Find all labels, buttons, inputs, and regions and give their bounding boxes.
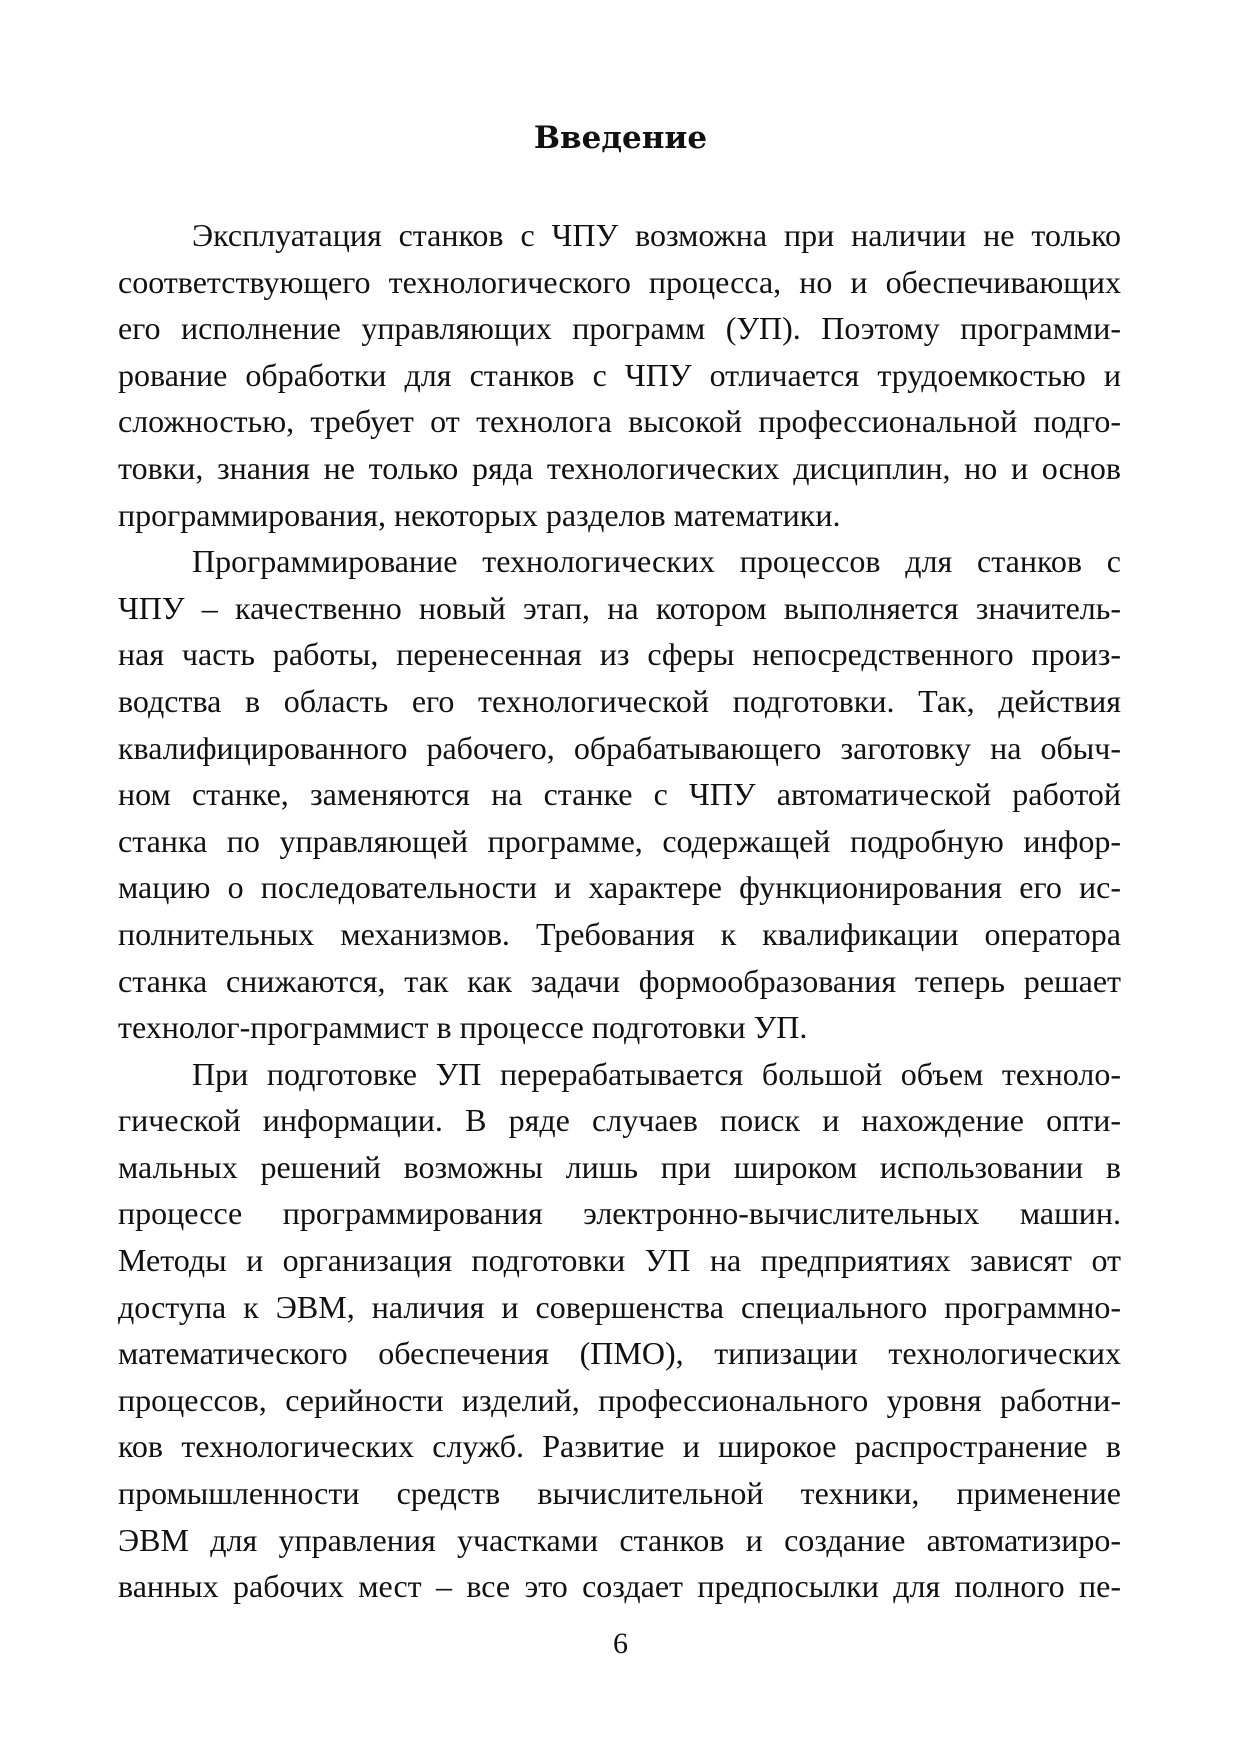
text-line: квалифицированного рабочего, обрабатывающего заготовку на обыч-	[118, 729, 1121, 766]
text-line: товки, знания не только ряда технологических дисциплин, но и основ	[118, 449, 1121, 486]
text-line: При подготовке УП перерабатывается большой объем техноло-	[192, 1055, 1121, 1092]
text-line: ная часть работы, перенесенная из сферы непосредственного произ-	[118, 636, 1121, 673]
text-line: станка по управляющей программе, содержащей подробную инфор-	[118, 822, 1121, 859]
text-line: технолог-программист в процессе подготовки УП.	[118, 1009, 808, 1046]
text-line: соответствующего технологического процесса, но и обеспечивающих	[118, 263, 1121, 300]
text-line: Эксплуатация станков с ЧПУ возможна при наличии не только	[192, 217, 1121, 253]
text-line: процессе программирования электронно-вычислительных машин.	[118, 1195, 1121, 1232]
text-line: ванных рабочих мест – все это создает предпосылки для полного пе-	[118, 1568, 1121, 1605]
page-title: Введение	[533, 120, 708, 156]
text-line: ков технологических служб. Развитие и широкое распространение в	[118, 1428, 1121, 1465]
paragraph-3	[118, 1051, 1121, 1610]
text-line: полнительных механизмов. Требования к квалификации оператора	[118, 915, 1121, 952]
text-line: станка снижаются, так как задачи формообразования теперь решает	[118, 962, 1121, 999]
text-line: математического обеспечения (ПМО), типизации технологических	[118, 1335, 1121, 1372]
text-line: процессов, серийности изделий, профессионального уровня работни-	[118, 1381, 1121, 1418]
text-line: промышленности средств вычислительной техники, применение	[118, 1475, 1121, 1512]
text-line: Методы и организация подготовки УП на предприятиях зависят от	[118, 1242, 1121, 1279]
paragraph-1	[118, 212, 1121, 538]
paragraph-2	[118, 538, 1121, 1051]
text-line: программирования, некоторых разделов математики.	[118, 496, 841, 533]
text-line: мацию о последовательности и характере функционирования его ис-	[118, 869, 1121, 906]
text-line: его исполнение управляющих программ (УП). Поэтому программи-	[118, 310, 1121, 347]
text-line: ном станке, заменяются на станке с ЧПУ автоматической работой	[118, 776, 1121, 813]
text-line: гической информации. В ряде случаев поиск и нахождение опти-	[118, 1102, 1121, 1139]
text-line: Программирование технологических процессов для станков с	[192, 543, 1121, 580]
text-line: сложностью, требует от технолога высокой профессиональной подго-	[118, 403, 1121, 440]
text-line: рование обработки для станков с ЧПУ отличается трудоемкостью и	[118, 356, 1121, 393]
text-line: водства в область его технологической подготовки. Так, действия	[118, 682, 1121, 719]
body-text	[118, 212, 1121, 1610]
page-number: 6	[613, 1627, 628, 1660]
text-line: мальных решений возможны лишь при широком использовании в	[118, 1148, 1121, 1185]
text-line: доступа к ЭВМ, наличия и совершенства специального программно-	[118, 1288, 1121, 1325]
text-line: ЭВМ для управления участками станков и создание автоматизиро-	[118, 1521, 1121, 1558]
text-line: ЧПУ – качественно новый этап, на котором выполняется значитель-	[118, 589, 1121, 626]
